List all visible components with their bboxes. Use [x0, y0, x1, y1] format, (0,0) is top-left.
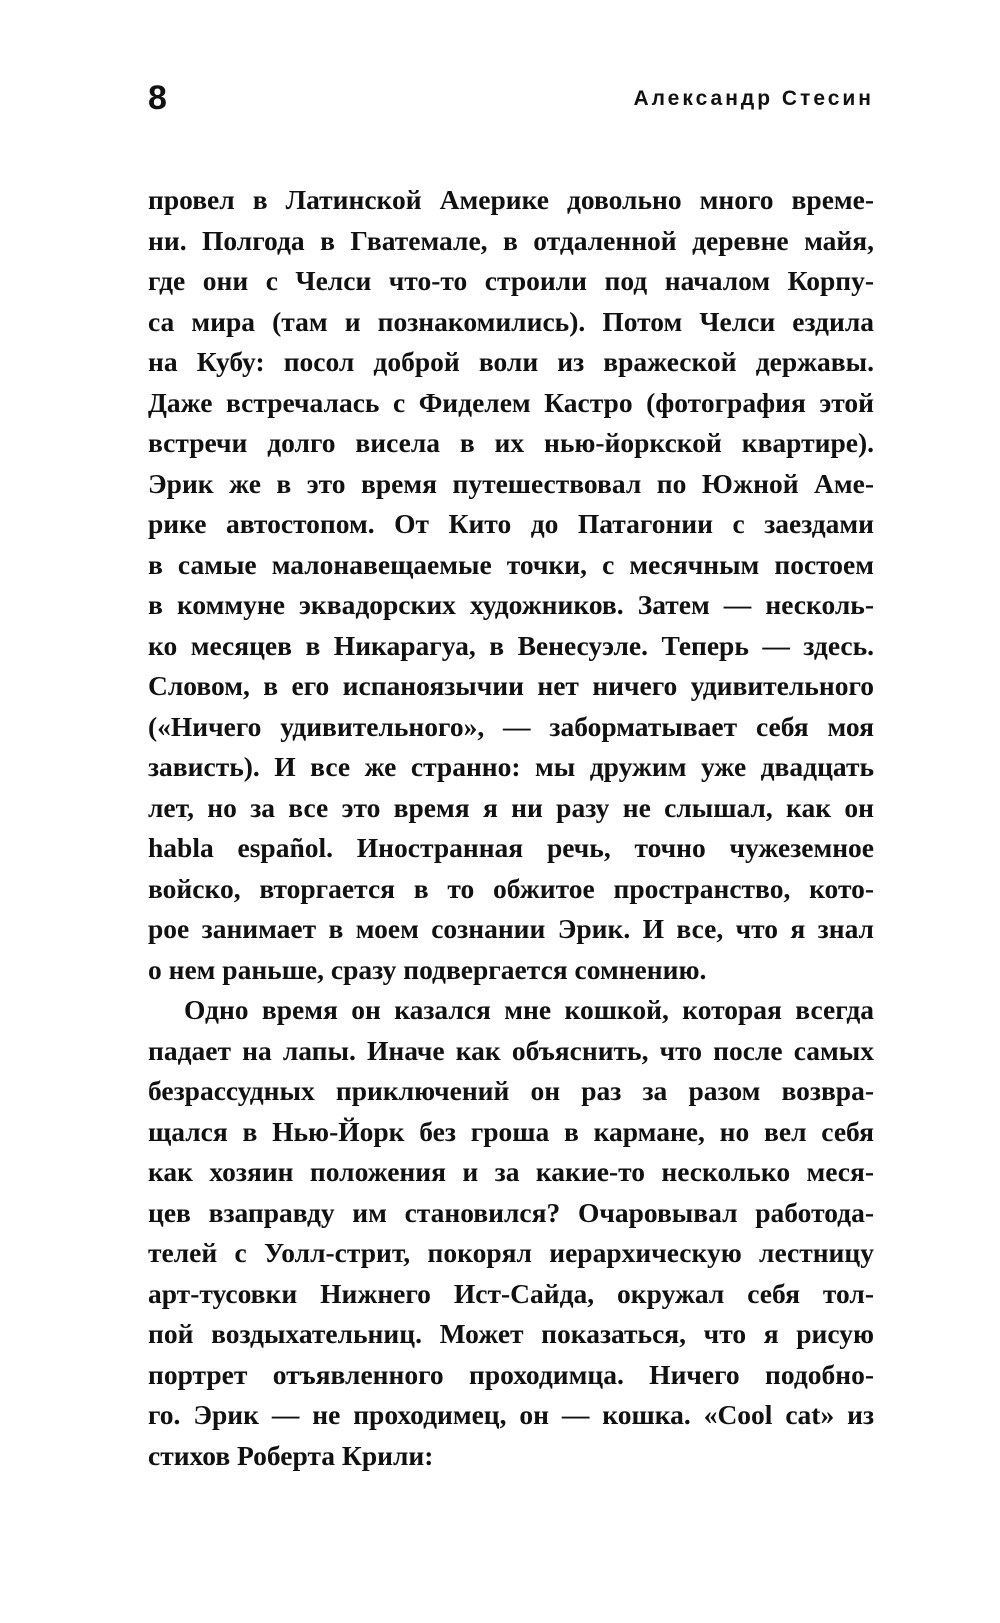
text-line: телей с Уолл-стрит, покорял иерархическую лестницу [148, 1237, 874, 1268]
page-header [148, 78, 874, 118]
text-line: падает на лапы. Иначе как объяснить, что после самых [148, 1034, 874, 1066]
text-line: в самые малонавещаемые точки, с месячным постоем [148, 548, 874, 580]
text-line: о нем раньше, сразу подвергается сомнению. [148, 953, 707, 985]
text-line: пой воздыхательниц. Может показаться, что я рисую [148, 1318, 874, 1349]
text-line: Словом, в его испаноязычии нет ничего удивительного [148, 670, 874, 701]
text-line: лет, но за все это время я ни разу не слышал, как он [148, 791, 874, 823]
text-line: ко месяцев в Никарагуа, в Венесуэле. Теперь — здесь. [148, 629, 874, 661]
text-line: на Кубу: посол доброй воли из вражеской державы. [148, 346, 874, 377]
text-line: са мира (там и познакомились). Потом Челси ездила [148, 305, 874, 337]
text-line: зависть). И все же странно: мы дружим уже двадцать [148, 751, 874, 782]
text-line: цев взаправду им становился? Очаровывал работода- [148, 1196, 874, 1228]
paragraph-1 [148, 180, 874, 990]
text-line: («Ничего удивительного», — заборматывает себя моя [148, 710, 874, 742]
text-line: как хозяин положения и за какие-то несколько меся- [148, 1156, 874, 1187]
text-line: где они с Челси что-то строили под началом Корпу- [148, 265, 874, 296]
text-line: Даже встречалась с Фиделем Кастро (фотография этой [148, 386, 874, 418]
text-line: Одно время он казался мне кошкой, которая всегда [184, 994, 874, 1025]
text-line: провел в Латинской Америке довольно много време- [148, 184, 874, 215]
text-line: портрет отъявленного проходимца. Ничего подобно- [148, 1358, 874, 1390]
text-line: стихов Роберта Крили: [148, 1439, 434, 1471]
text-line: го. Эрик — не проходимец, он — кошка. «Cool cat» из [148, 1399, 874, 1430]
text-line: арт-тусовки Нижнего Ист-Сайда, окружал себя тол- [148, 1277, 874, 1309]
text-line: habla español. Иностранная речь, точно чужеземное [148, 832, 874, 863]
text-line: Эрик же в это время путешествовал по Южной Аме- [148, 467, 874, 499]
text-line: рике автостопом. От Кито до Патагонии с заездами [148, 508, 874, 539]
paragraph-2 [148, 990, 874, 1476]
page-number: 8 [148, 79, 167, 117]
text-line: ни. Полгода в Гватемале, в отдаленной деревне майя, [148, 224, 874, 256]
text-line: рое занимает в моем сознании Эрик. И все, что я знал [148, 913, 874, 944]
body-text [148, 180, 874, 1476]
text-line: встречи долго висела в их нью-йоркской квартире). [148, 427, 874, 458]
text-line: в коммуне эквадорских художников. Затем — несколь- [148, 589, 874, 620]
text-line: щался в Нью-Йорк без гроша в кармане, но вел себя [148, 1115, 874, 1147]
text-line: безрассудных приключений он раз за разом возвра- [148, 1075, 874, 1106]
running-head-author: Александр Стесин [633, 87, 874, 110]
text-line: войско, вторгается в то обжитое пространство, кото- [148, 872, 874, 904]
